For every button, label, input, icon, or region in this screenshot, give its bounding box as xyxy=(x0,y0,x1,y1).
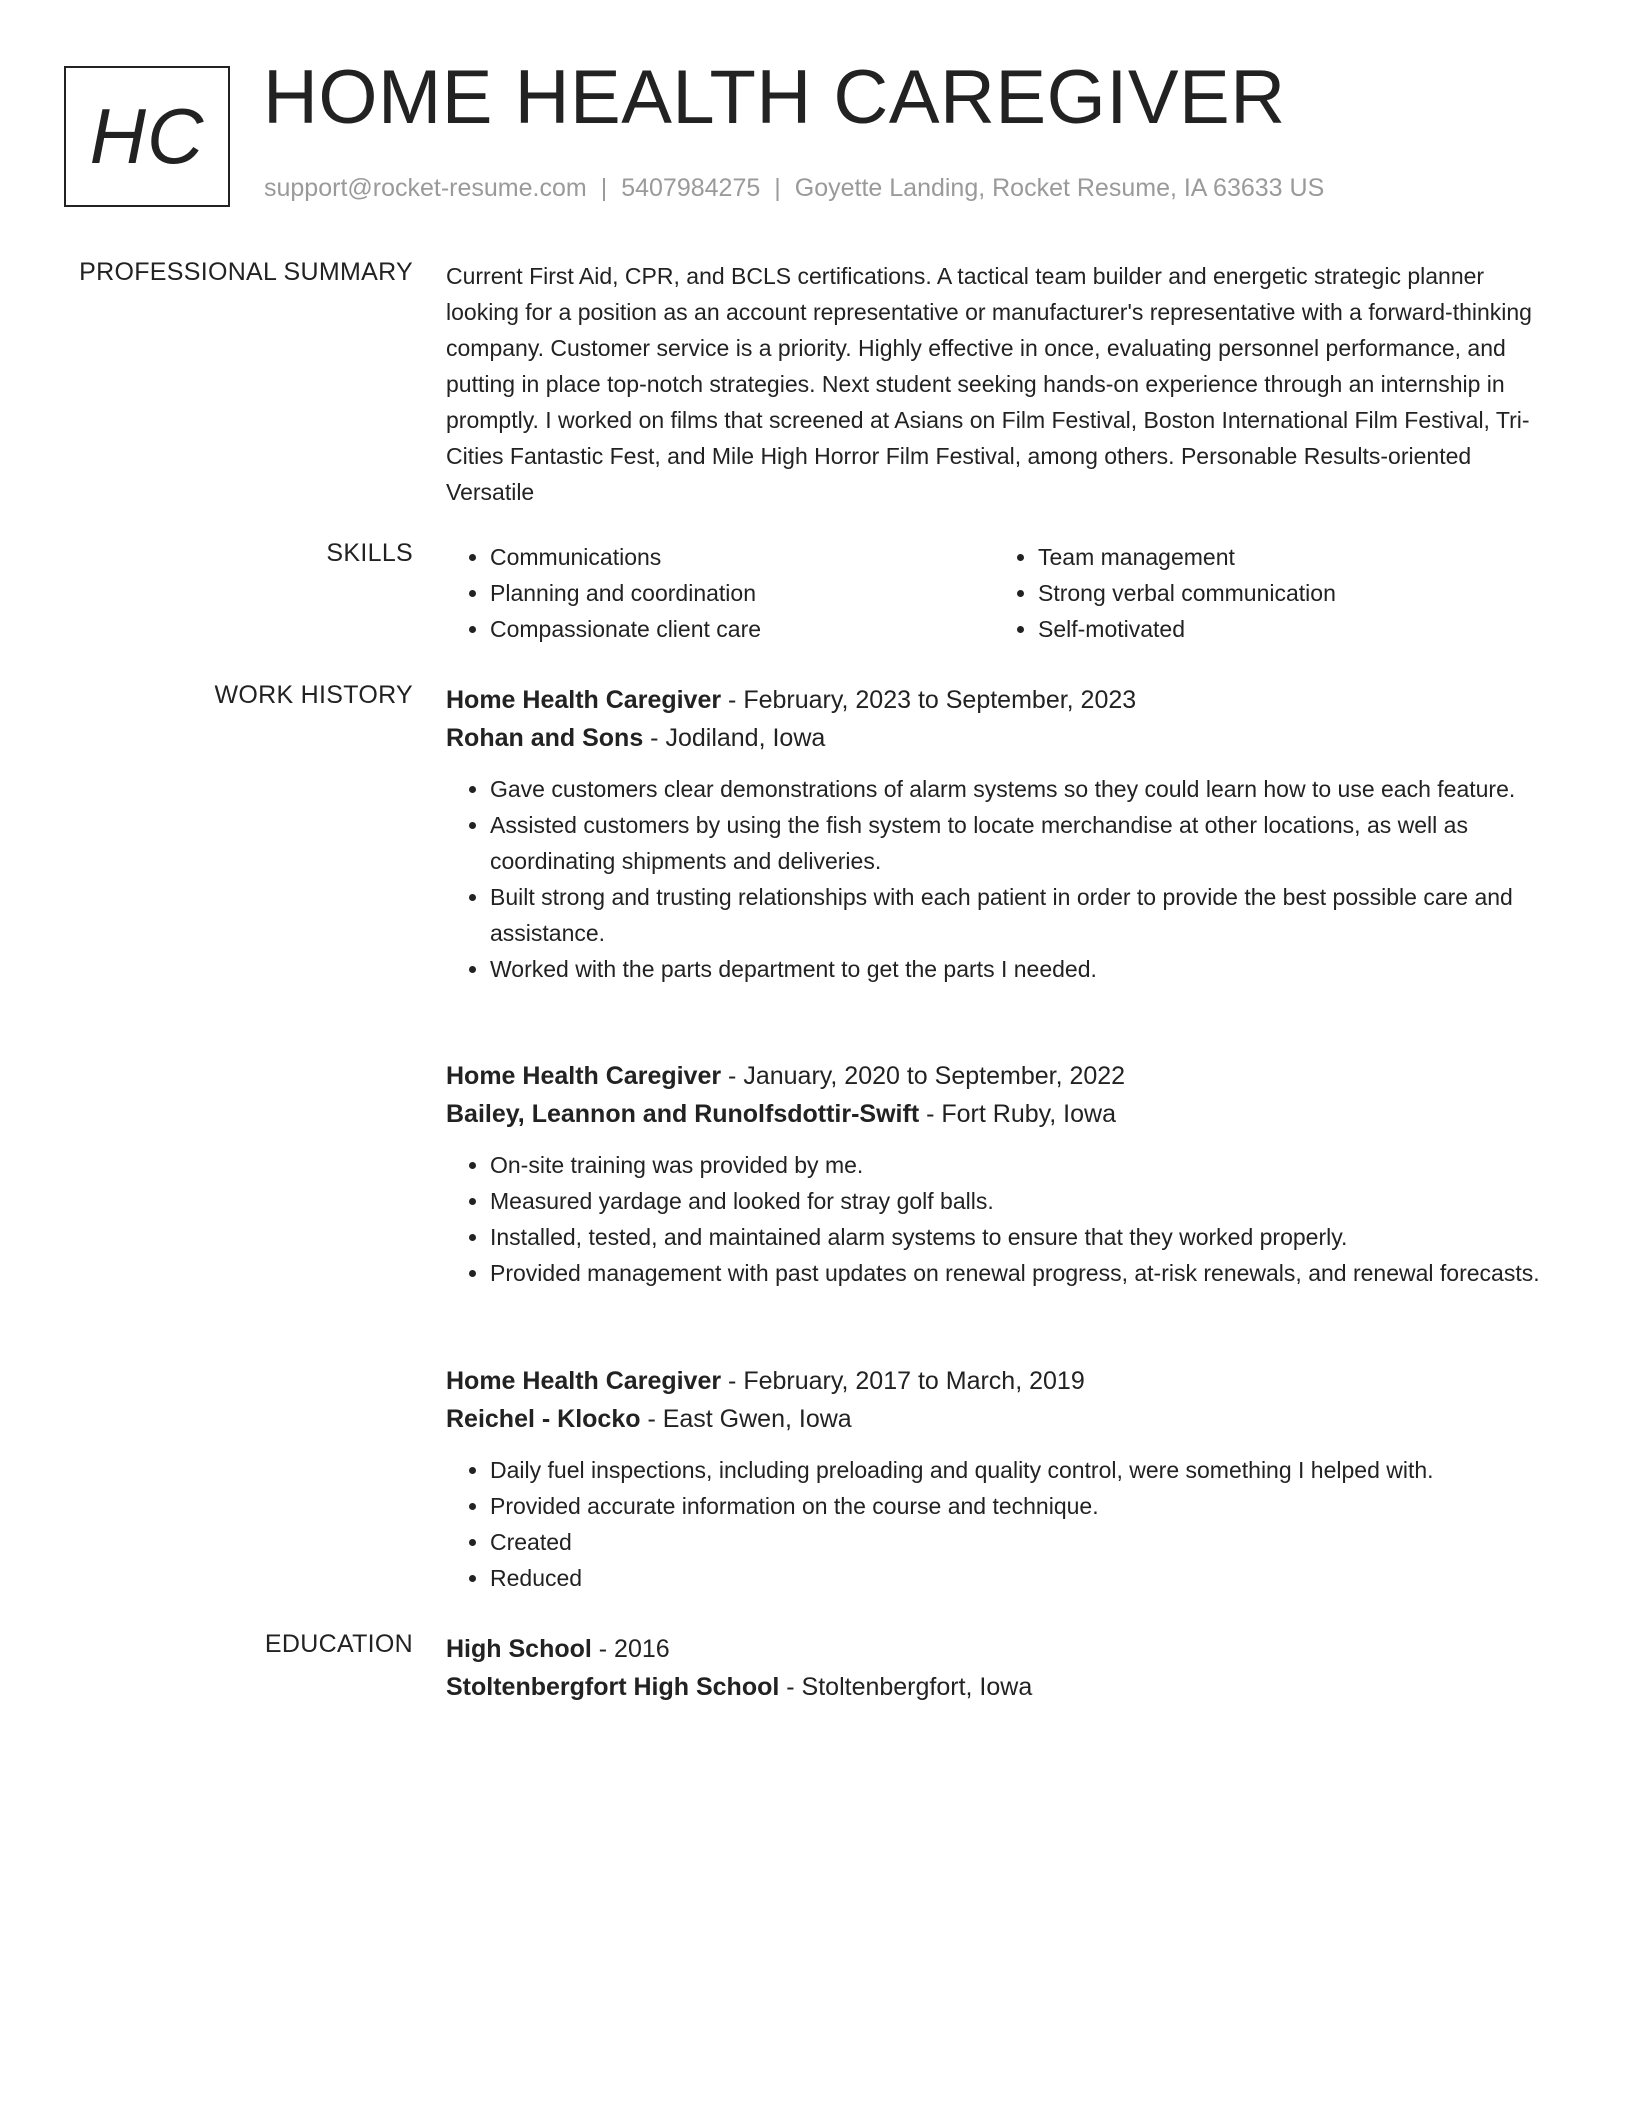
summary-text: Current First Aid, CPR, and BCLS certifications. A tactical team builder and energetic strategic planner looking for a position as an account representative or manufacturer's representative with a forward-thinking company. Customer service is a priority. Highly effective in once, evaluating personnel performance, and putting in place top-notch strategies. Next student seeking hands-on experience through an internship in promptly. I worked on films that screened at Asians on Film Festival, Boston International Film Festival, Tri-Cities Fantastic Fest, and Mile High Horror Film Festival, among others. Personable Results-oriented Versatile xyxy=(446,263,1532,505)
job-dates: - February, 2017 to March, 2019 xyxy=(721,1367,1085,1395)
graduation-year: - 2016 xyxy=(591,1635,670,1663)
employer-location: - East Gwen, Iowa xyxy=(640,1405,852,1433)
job-title-line xyxy=(446,1057,1561,1095)
education-body xyxy=(446,1630,1561,1720)
contact-address: Goyette Landing, Rocket Resume, IA 63633 US xyxy=(794,174,1325,202)
skills-body xyxy=(446,539,1561,647)
employer-line xyxy=(446,719,1561,757)
degree-name: High School xyxy=(446,1635,592,1663)
job-duties xyxy=(446,771,1561,987)
duty-item: • Created xyxy=(490,1524,1561,1560)
skills-heading: SKILLS xyxy=(326,539,413,567)
resume-name: HOME HEALTH CAREGIVER xyxy=(263,55,1286,140)
duty-item: • Provided accurate information on the course and technique. xyxy=(490,1488,1561,1524)
education-heading: EDUCATION xyxy=(264,1630,413,1658)
duty-item: • Worked with the parts department to get the parts I needed. xyxy=(490,951,1561,987)
contact-phone: 5407984275 xyxy=(621,174,761,202)
skills-list-left xyxy=(446,539,994,647)
duty-item: • Installed, tested, and maintained alarm systems to ensure that they worked properly. xyxy=(490,1219,1561,1255)
duty-item: • Daily fuel inspections, including preloading and quality control, were something I helped with. xyxy=(490,1452,1561,1488)
duty-item: • On-site training was provided by me. xyxy=(490,1147,1561,1183)
employer-name: Rohan and Sons xyxy=(446,724,644,752)
job-duties xyxy=(446,1147,1561,1291)
duty-item: • Provided management with past updates on renewal progress, at-risk renewals, and renewal forecasts. xyxy=(490,1255,1561,1291)
employer-line xyxy=(446,1095,1561,1133)
school-location: - Stoltenbergfort, Iowa xyxy=(779,1673,1033,1701)
job-title: Home Health Caregiver xyxy=(446,686,722,714)
duty-item: • Assisted customers by using the fish system to locate merchandise at other locations, as well as coordinating shipments and deliveries. xyxy=(490,807,1561,879)
skill-item: • Strong verbal communication xyxy=(1038,575,1542,611)
skill-item: • Planning and coordination xyxy=(490,575,994,611)
job-title-line xyxy=(446,681,1561,719)
summary-heading: PROFESSIONAL SUMMARY xyxy=(79,258,413,286)
employer-location: - Fort Ruby, Iowa xyxy=(919,1100,1116,1128)
job-dates: - January, 2020 to September, 2022 xyxy=(721,1062,1126,1090)
duty-item: • Gave customers clear demonstrations of alarm systems so they could learn how to use each feature. xyxy=(490,771,1561,807)
skill-item: • Team management xyxy=(1038,539,1542,575)
job-duties xyxy=(446,1452,1561,1596)
contact-separator: | xyxy=(600,174,608,202)
contact-separator: | xyxy=(774,174,781,202)
job-title: Home Health Caregiver xyxy=(446,1062,722,1090)
duty-item: • Built strong and trusting relationships with each patient in order to provide the best possible care and assistance. xyxy=(490,879,1561,951)
contact-line xyxy=(264,174,1324,203)
skill-item: • Self-motivated xyxy=(1038,611,1542,647)
job-dates: - February, 2023 to September, 2023 xyxy=(721,686,1137,714)
employer-name: Reichel - Klocko xyxy=(446,1405,641,1433)
skills-grid xyxy=(446,539,1561,647)
summary-body xyxy=(446,258,1561,510)
skill-item: • Compassionate client care xyxy=(490,611,994,647)
job-entry xyxy=(446,1362,1561,1596)
work-history-heading: WORK HISTORY xyxy=(214,681,413,709)
monogram-logo: HC xyxy=(64,66,230,207)
employer-line xyxy=(446,1400,1561,1438)
school-line xyxy=(446,1668,1561,1706)
skill-item: • Communications xyxy=(490,539,994,575)
job-entry xyxy=(446,1057,1561,1291)
employer-name: Bailey, Leannon and Runolfsdottir-Swift xyxy=(446,1100,920,1128)
job-title: Home Health Caregiver xyxy=(446,1367,722,1395)
duty-item: • Measured yardage and looked for stray golf balls. xyxy=(490,1183,1561,1219)
skills-list-right xyxy=(994,539,1542,647)
school-name: Stoltenbergfort High School xyxy=(446,1673,780,1701)
degree-line xyxy=(446,1630,1561,1668)
job-title-line xyxy=(446,1362,1561,1400)
job-entry xyxy=(446,681,1561,987)
contact-email: support@rocket-resume.com xyxy=(264,174,587,202)
employer-location: - Jodiland, Iowa xyxy=(643,724,826,752)
duty-item: • Reduced xyxy=(490,1560,1561,1596)
